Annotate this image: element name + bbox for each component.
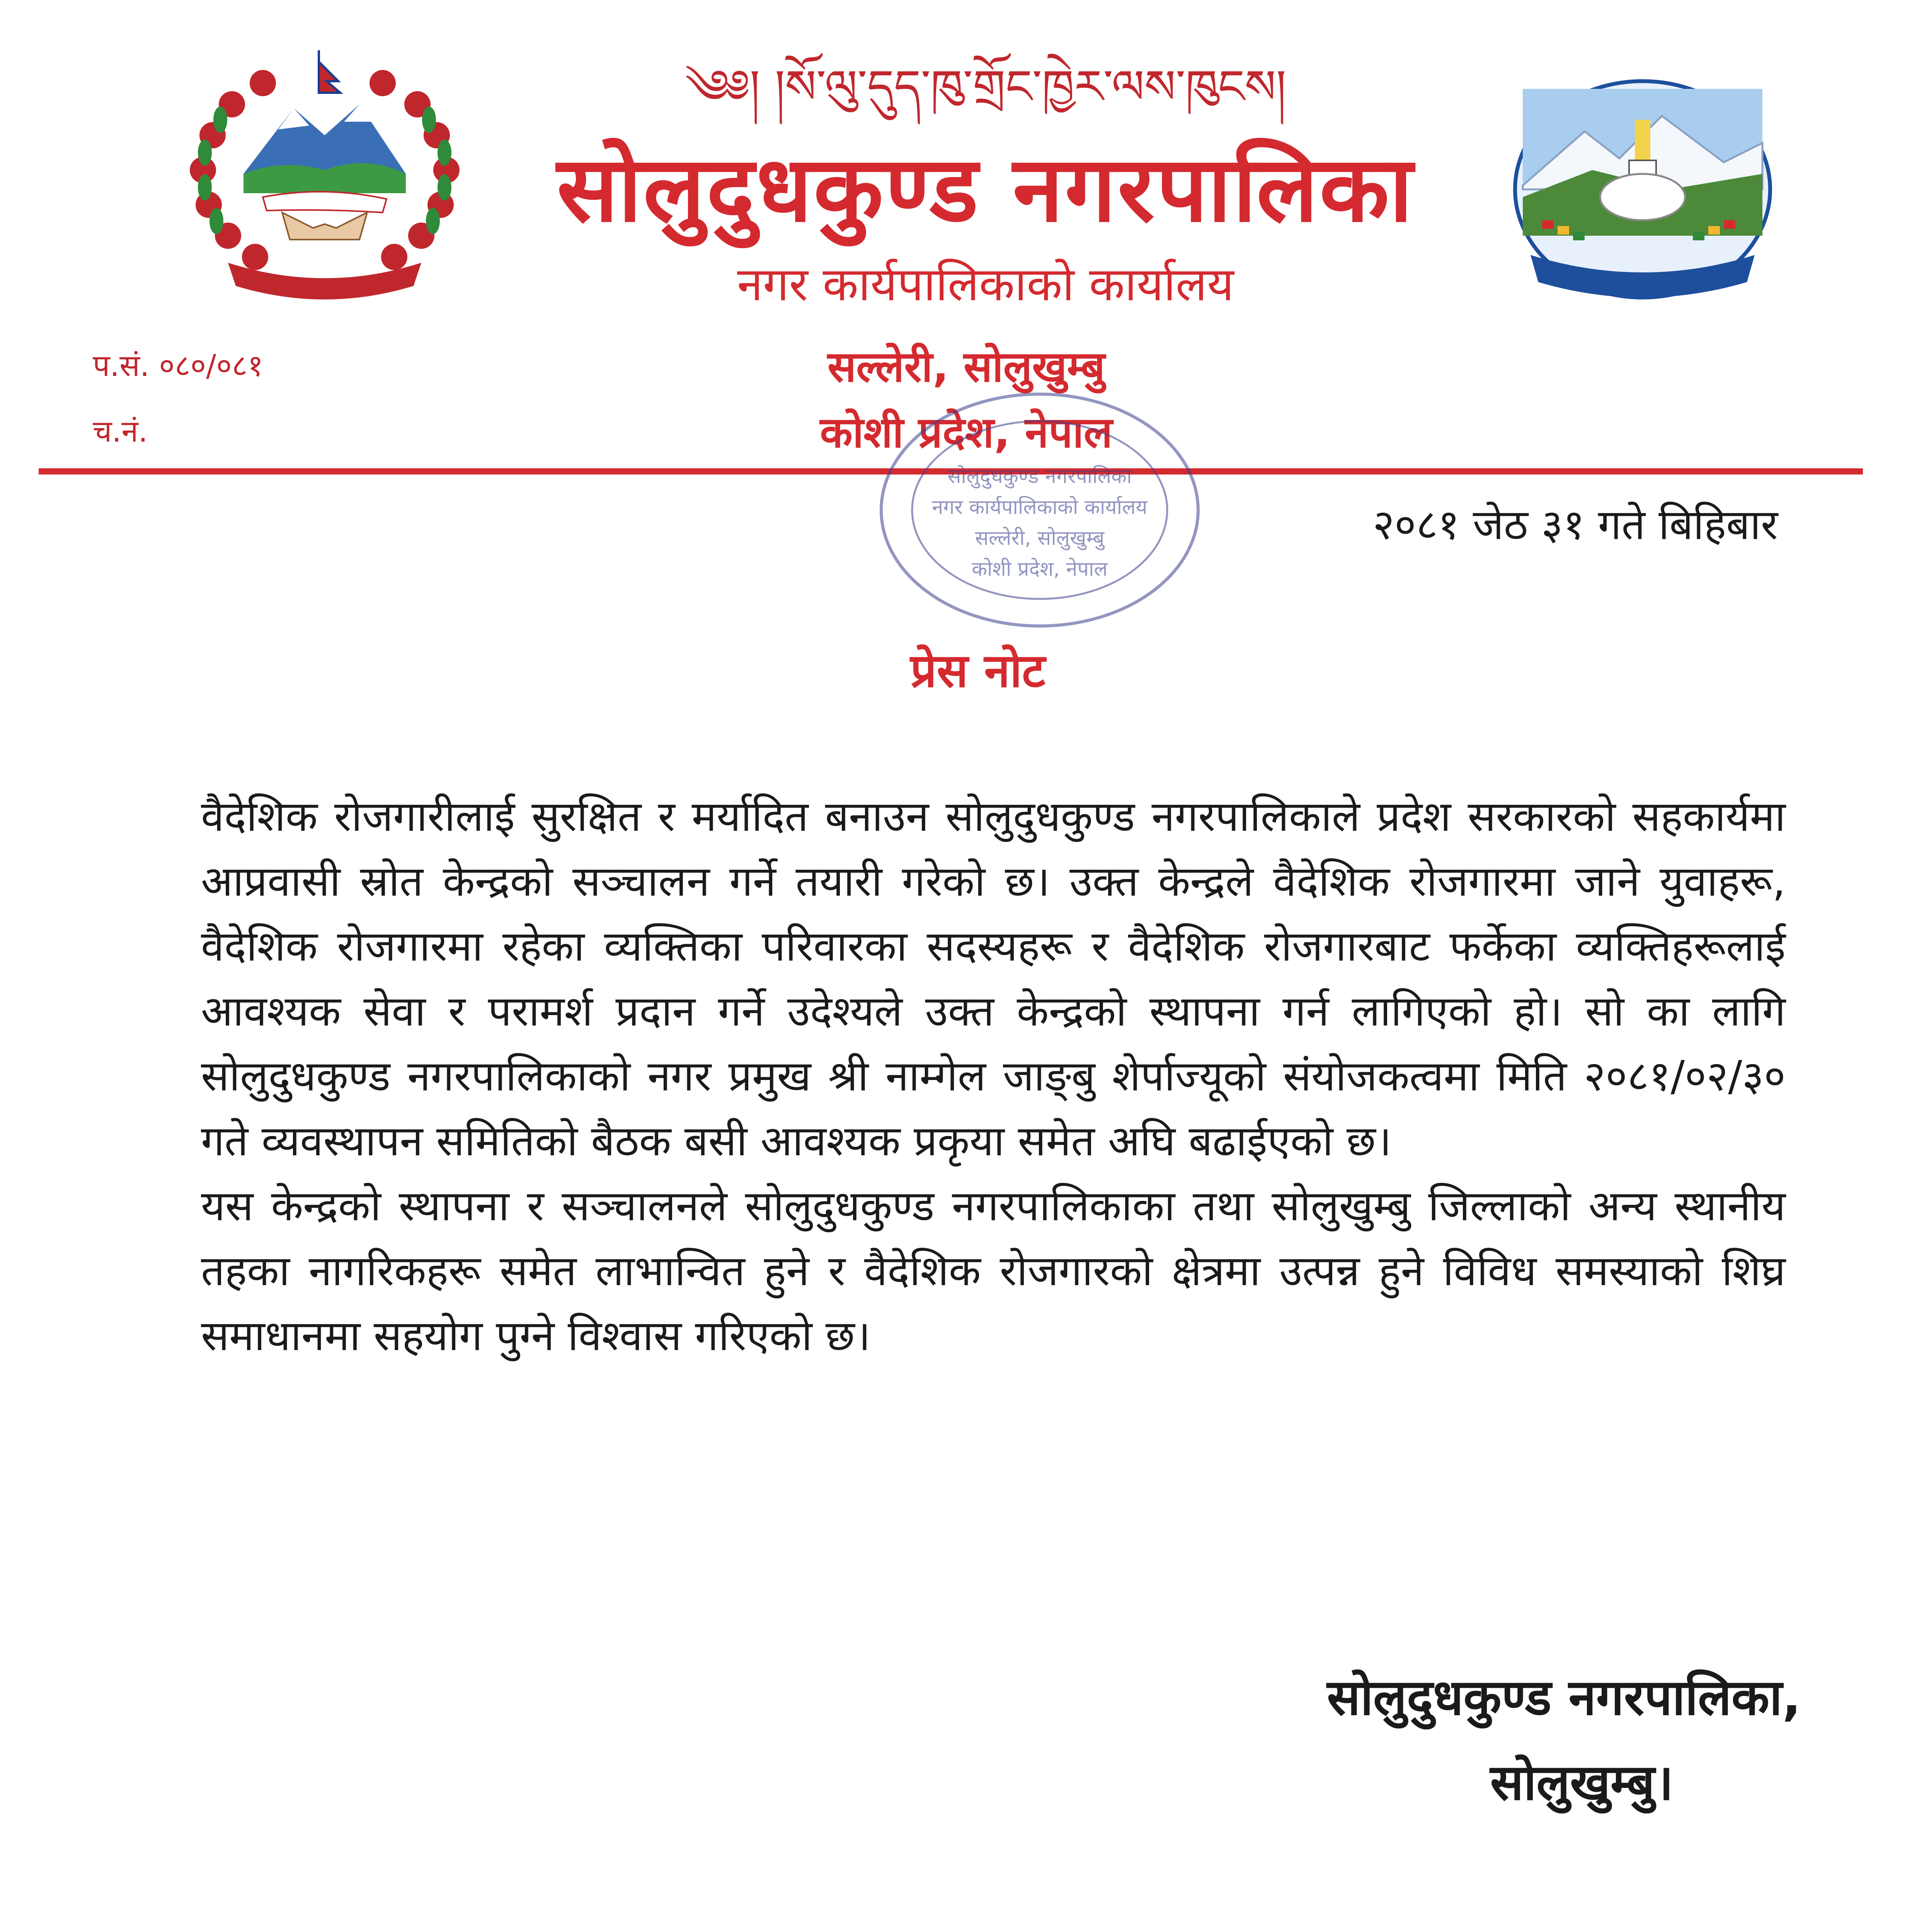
address-line-1: सल्लेरी, सोलुखुम्बु (827, 342, 1105, 391)
seal-line-2: नगर कार्यपालिकाको कार्यालय (932, 496, 1147, 519)
seal-line-4: कोशी प्रदेश, नेपाल (972, 558, 1108, 581)
office-name: नगर कार्यपालिकाको कार्यालय (737, 258, 1234, 311)
tibetan-header-line: ༄༅། །སོ་ལུ་དུད་ཁུ་གྲོང་ཁྱེར་ལས་ཁུངས། (684, 60, 1287, 114)
dispatch-number: च.नं. (93, 414, 148, 449)
document-date: २०८१ जेठ ३१ गते बिहिबार (1372, 501, 1778, 549)
organization-title: सोलुदुधकुण्ड नगरपालिका (557, 137, 1415, 242)
press-note-body (201, 784, 1786, 1369)
body-paragraph-2: यस केन्द्रको स्थापना र सञ्चालनले सोलुदुधकुण्ड नगरपालिकाका तथा सोलुखुम्बु जिल्लाको अन्य स्थानीय तहका नागरिकहरू समेत लाभान्वित हुने र वैदेशिक रोजगारको क्षेत्रमा उत्पन्न हुने विविध समस्याको शिघ्र समाधानमा सहयोग पुग्ने विश्वास गरिएको छ। (201, 1182, 1786, 1360)
body-paragraph-1: वैदेशिक रोजगारीलाई सुरक्षित र मर्यादित बनाउन सोलुदुधकुण्ड नगरपालिकाले प्रदेश सरकारको सहकार्यमा आप्रवासी स्रोत केन्द्रको सञ्चालन गर्ने तयारी गरेको छ। उक्त केन्द्रले वैदेशिक रोजगारमा जाने युवाहरू, वैदेशिक रोजगारमा रहेका व्यक्तिका परिवारका सदस्यहरू र वैदेशिक रोजगारबाट फर्केका व्यक्तिहरूलाई आवश्यक सेवा र परामर्श प्रदान गर्ने उदेश्यले उक्त केन्द्रको स्थापना गर्न लागिएको हो। सो का लागि सोलुदुधकुण्ड नगरपालिकाको नगर प्रमुख श्री नाम्गेल जाङ्बु शेर्पाज्यूको संयोजकत्वमा मिति २०८१/०२/३० गते व्यवस्थापन समितिको बैठक बसी आवश्यक प्रकृया समेत अघि बढाईएको छ। (201, 793, 1786, 1165)
signature-place: सोलुखुम्बु। (1490, 1754, 1674, 1811)
municipality-logo-icon (1507, 73, 1778, 313)
reference-number: प.सं. ०८०/०८१ (93, 349, 264, 383)
official-seal-stamp (873, 386, 1206, 634)
address-line-2: कोशी प्रदेश, नेपाल (820, 408, 1113, 457)
nepal-emblem-icon (166, 46, 483, 309)
seal-line-3: सल्लेरी, सोलुखुम्बु (975, 527, 1105, 550)
signature-organization: सोलुदुधकुण्ड नगरपालिका, (1327, 1669, 1801, 1726)
seal-line-1: सोलुदुधकुण्ड नगरपालिका (947, 465, 1132, 488)
press-note-heading: प्रेस नोट (910, 644, 1045, 698)
